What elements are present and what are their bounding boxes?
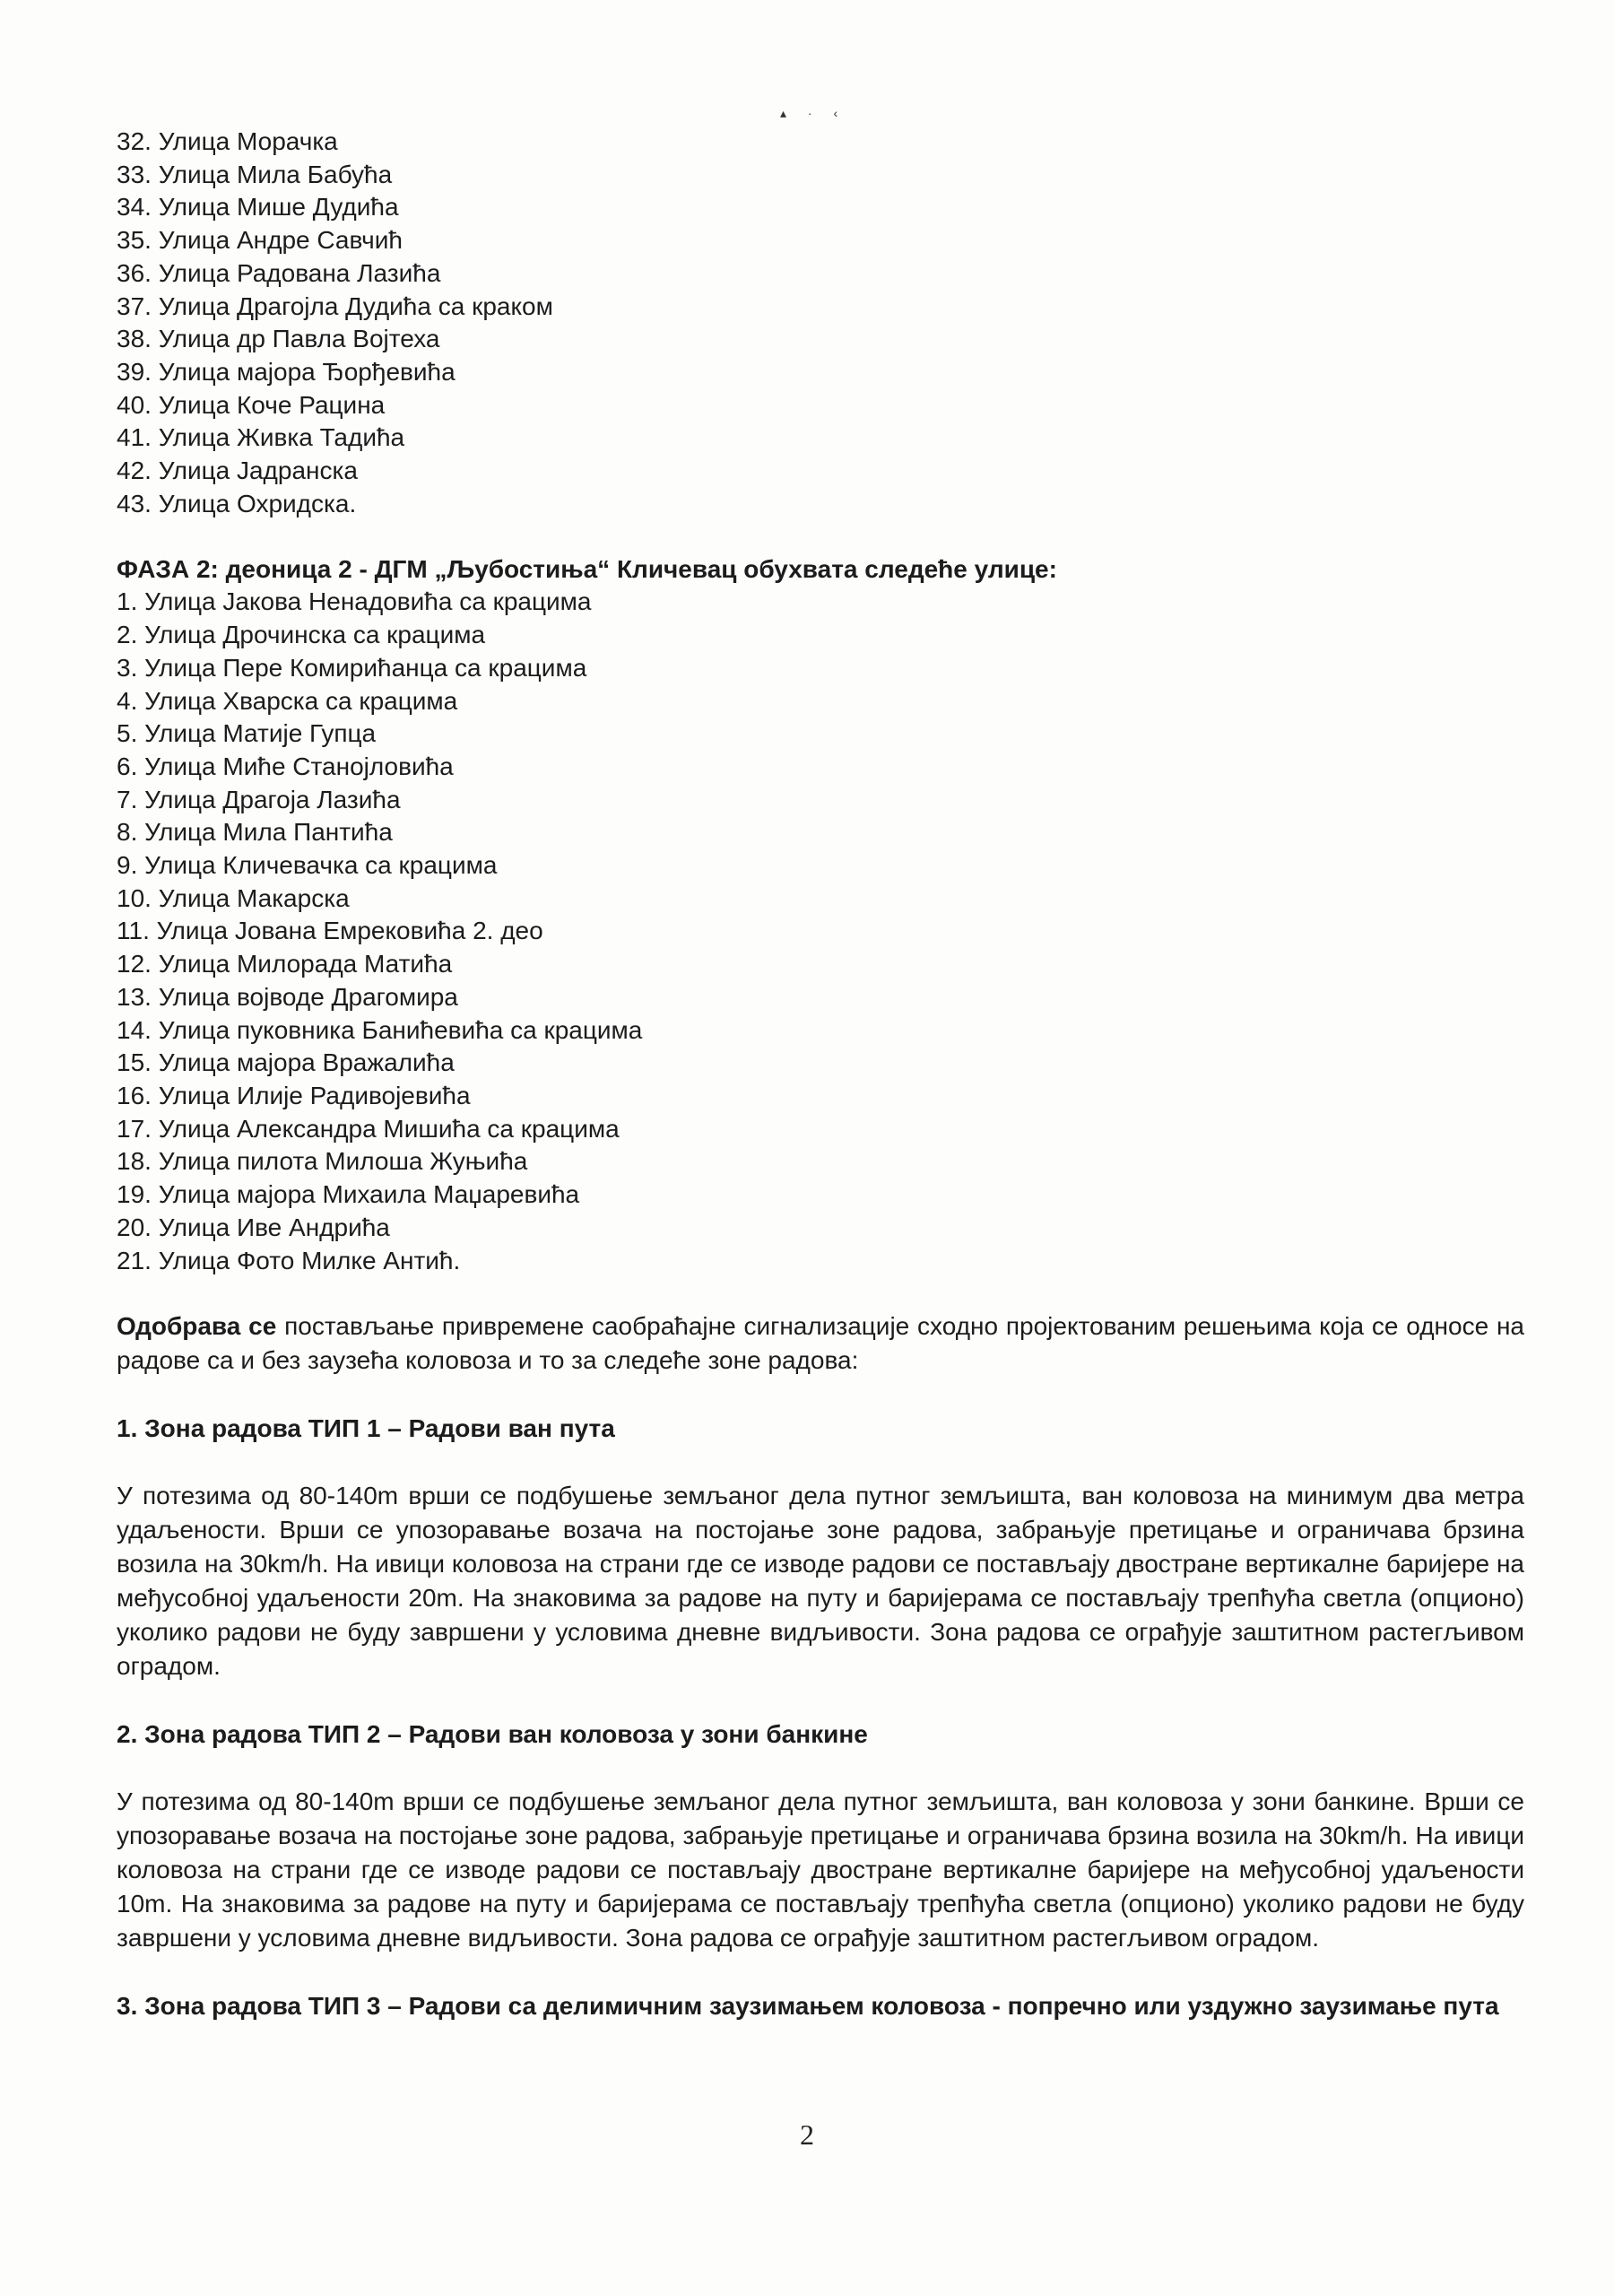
list-item: 1. Улица Јакова Ненадовића са крацима (117, 587, 592, 616)
list-item: 13. Улица војводе Драгомира (117, 982, 458, 1011)
list-item: 34. Улица Мише Дудића (117, 193, 399, 222)
list-item: 16. Улица Илије Радивојевића (117, 1081, 471, 1109)
zone-2-heading: 2. Зона радова ТИП 2 – Радови ван коловоза у зони банкине (117, 1720, 868, 1749)
list-item: 19. Улица мајора Михаила Маџаревића (117, 1180, 580, 1209)
document-page (117, 126, 1524, 2022)
scan-artifact: ▴ · ‹ (780, 106, 847, 120)
list-item: 12. Улица Милорада Матића (117, 950, 453, 978)
list-item: 18. Улица пилота Милоша Жуњића (117, 1147, 528, 1176)
list-item: 5. Улица Матије Гупца (117, 719, 377, 748)
list-item: 11. Улица Јована Емрековића 2. део (117, 917, 543, 945)
list-item: 6. Улица Миће Станојловића (117, 752, 454, 780)
list-item: 17. Улица Александра Мишића са крацима (117, 1114, 620, 1143)
zone-3-heading: 3. Зона радова ТИП 3 – Радови са делимичним заузимањем коловоза - попречно или уздужно заузимање пута (117, 1992, 1499, 2021)
phase2-heading: ФАЗА 2: деоница 2 - ДГМ „Љубостиња“ Кличевац обухвата следеће улице: (117, 555, 1057, 584)
list-item: 41. Улица Живка Тадића (117, 423, 405, 452)
zone-1-text: У потезима од 80-140m врши се подбушење земљаног дела путног земљишта, ван коловоза на минимум два метра удаљености. Врши се упозоравање возача на постојање зоне радова, забрањује претицање и ограничава брзина возила на 30km/h. На ивици коловоза на страни где се изводе радови се постављају двостране вертикалне баријере на међусобној удаљености 20m. На знаковима за радове на путу и баријерама се постављају трепћућа светла (опционо) уколико радови не буду завршени у условима дневне видљивости. Зона радова се ограђује заштитном растегљивом оградом. (117, 1482, 1524, 1681)
list-item: 10. Улица Макарска (117, 883, 350, 912)
list-item: 35. Улица Андре Савчић (117, 226, 403, 255)
zone-1-heading: 1. Зона радова ТИП 1 – Радови ван пута (117, 1414, 615, 1443)
list-item: 3. Улица Пере Комирићанца са крацима (117, 653, 587, 682)
list-item: 42. Улица Јадранска (117, 457, 358, 485)
list-item: 2. Улица Дрочинска са крацима (117, 621, 486, 649)
approval-paragraph (117, 1309, 1524, 1378)
list-item: 37. Улица Драгојла Дудића са краком (117, 291, 553, 320)
list-item: 33. Улица Мила Бабућа (117, 160, 393, 188)
list-item: 32. Улица Морачка (117, 127, 338, 155)
list-item: 20. Улица Иве Андрића (117, 1213, 390, 1241)
approval-lead: Одобрава се (117, 1312, 277, 1341)
list-item: 38. Улица др Павла Војтеха (117, 325, 440, 353)
list-item: 14. Улица пуковника Банићевића са крацима (117, 1015, 643, 1044)
list-item: 40. Улица Коче Рацина (117, 390, 386, 419)
list-item: 4. Улица Хварска са крацима (117, 686, 458, 715)
list-item: 43. Улица Охридска. (117, 489, 357, 517)
list-item: 36. Улица Радована Лазића (117, 258, 441, 287)
phase1-street-list (117, 126, 1524, 520)
list-item: 21. Улица Фото Милке Антић. (117, 1246, 461, 1274)
page-number: 2 (800, 2118, 814, 2151)
list-item: 7. Улица Драгоја Лазића (117, 785, 401, 813)
list-item: 8. Улица Мила Пантића (117, 818, 393, 847)
zone-2-text: У потезима од 80-140m врши се подбушење земљаног дела путног земљишта, ван коловоза у зони банкине. Врши се упозоравање возача на постојање зоне радова, забрањује претицање и ограничава брзина возила на 30km/h. На ивици коловоза на страни где се изводе радови се постављају двостране вертикалне баријере на међусобној удаљености 10m. На знаковима за радове на путу и баријерама се постављају трепћућа светла (опционо) уколико радови не буду завршени у условима дневне видљивости. Зона радова се ограђује заштитном растегљивом оградом. (117, 1787, 1524, 1952)
list-item: 9. Улица Кличевачка са крацима (117, 851, 498, 880)
list-item: 15. Улица мајора Вражалића (117, 1048, 455, 1077)
phase2-street-list (117, 586, 1524, 1277)
approval-text: постављање привремене саобраћајне сигнализације сходно пројектованим решењима која се односе на радове са и без заузећа коловоза и то за следеће зоне радова: (117, 1312, 1524, 1375)
list-item: 39. Улица мајора Ђорђевића (117, 357, 456, 386)
